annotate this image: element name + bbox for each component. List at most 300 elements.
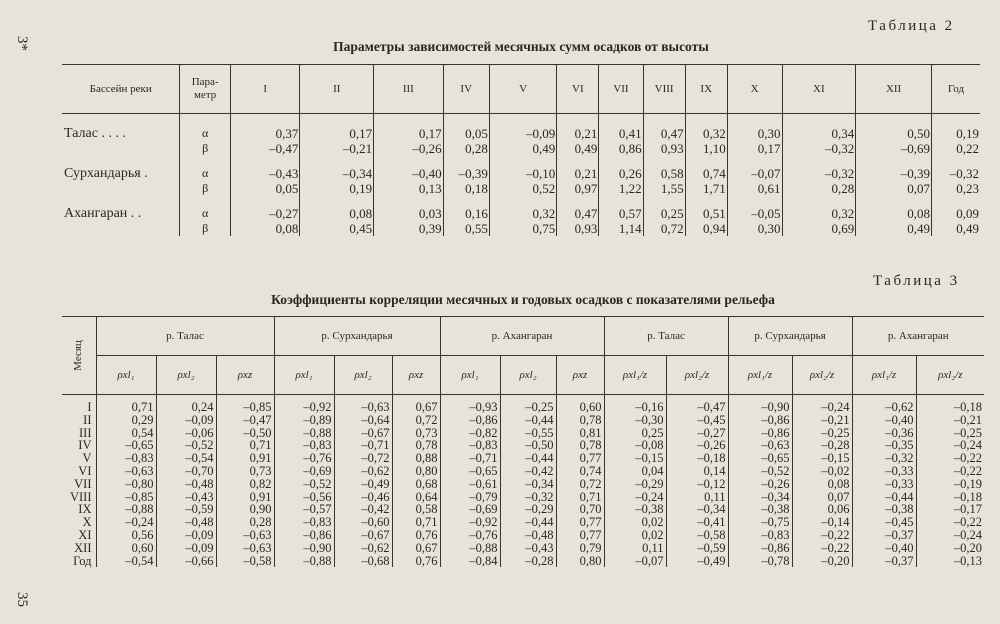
table2-value-cell: 0,21 (557, 166, 599, 181)
table3-value-cell: –0,83 (274, 516, 334, 529)
table3-value-cell: –0,63 (216, 542, 274, 555)
table3-value-cell: 0,67 (392, 395, 440, 414)
table2-value-cell: –0,32 (782, 166, 856, 181)
table2-spacer-cell (643, 156, 685, 166)
table2-spacer-cell (230, 156, 299, 166)
table3-value-cell: 0,29 (96, 414, 156, 427)
table3-value-cell: –0,25 (500, 395, 556, 414)
table3-value-cell: –0,25 (792, 427, 852, 440)
table2-value-cell: –0,10 (489, 166, 556, 181)
month-name: XII (74, 540, 92, 555)
table3-value-cell: –0,49 (666, 555, 728, 568)
table3-value-cell: –0,22 (792, 529, 852, 542)
table3-value-cell: –0,15 (792, 452, 852, 465)
table2-spacer-cell (643, 196, 685, 206)
table2-value-cell: 0,86 (599, 141, 643, 156)
table2-spacer-cell (180, 156, 231, 166)
table2-spacer-cell (374, 156, 443, 166)
table2-value-cell: 0,13 (374, 181, 443, 196)
table2-value-cell: 0,93 (557, 221, 599, 236)
table3-value-cell: –0,88 (274, 427, 334, 440)
table2-value-cell: 0,69 (782, 221, 856, 236)
table3-sub-header: ρxl₂ (500, 356, 556, 395)
table2-header-cell: V (489, 65, 556, 114)
table2-spacer-cell (856, 156, 932, 166)
table2-value-cell: 0,03 (374, 206, 443, 221)
table2-header-cell: VII (599, 65, 643, 114)
table3-value-cell: 0,76 (392, 529, 440, 542)
table2-value-cell: –0,26 (374, 141, 443, 156)
table3-group-header: р. Сурхандарья (274, 317, 440, 356)
table2-spacer-cell (557, 114, 599, 127)
table3-value-cell: –0,54 (156, 452, 216, 465)
table3-value-cell: –0,34 (666, 503, 728, 516)
table3-value-cell: –0,63 (728, 439, 792, 452)
table3-value-cell: –0,07 (604, 555, 666, 568)
table2-value-cell: 0,08 (230, 221, 299, 236)
table2-value-cell: 0,49 (856, 221, 932, 236)
table2-row (62, 166, 980, 181)
table3-sub-header: ρxl₁/z (852, 356, 916, 395)
table3-value-cell: 0,08 (792, 478, 852, 491)
table3-value-cell: 0,91 (216, 491, 274, 504)
table2-spacer-cell (856, 114, 932, 127)
table2-value-cell: –0,69 (856, 141, 932, 156)
table2-value-cell: 0,49 (557, 141, 599, 156)
table3-value-cell: –0,20 (916, 542, 984, 555)
table3-value-cell: –0,24 (916, 439, 984, 452)
table2-value-cell: 0,17 (374, 126, 443, 141)
table3-value-cell: –0,55 (500, 427, 556, 440)
table3-value-cell: –0,64 (334, 414, 392, 427)
table3-value-cell: –0,63 (334, 395, 392, 414)
table3-value-cell: –0,06 (156, 427, 216, 440)
table3-row (62, 414, 984, 427)
table2-spacer-cell (62, 156, 180, 166)
table3-value-cell: –0,48 (500, 529, 556, 542)
table2-value-cell: 1,71 (685, 181, 727, 196)
table3-value-cell: –0,42 (334, 503, 392, 516)
table3-value-cell: –0,32 (852, 452, 916, 465)
table3-value-cell: 0,82 (216, 478, 274, 491)
table3-group-header-row (62, 317, 984, 356)
table2-value-cell: –0,40 (374, 166, 443, 181)
table3-value-cell: –0,44 (852, 491, 916, 504)
table3-value-cell: 0,72 (392, 414, 440, 427)
table3-value-cell: 0,07 (792, 491, 852, 504)
table2-value-cell: 0,22 (932, 141, 981, 156)
table3-value-cell: –0,80 (96, 478, 156, 491)
table3-value-cell: –0,44 (500, 452, 556, 465)
table3-value-cell: –0,36 (852, 427, 916, 440)
table3-value-cell: 0,80 (392, 465, 440, 478)
table3-value-cell: –0,29 (500, 503, 556, 516)
table3-value-cell: –0,46 (334, 491, 392, 504)
table2-header-cell: XI (782, 65, 856, 114)
table2-value-cell: 0,18 (443, 181, 489, 196)
table2-title: Параметры зависимостей месячных сумм осадков от высоты (333, 39, 709, 54)
table3-value-cell: 0,74 (556, 465, 604, 478)
table3-value-cell: –0,40 (852, 414, 916, 427)
table3-value-cell: –0,60 (334, 516, 392, 529)
table3-value-cell: –0,16 (604, 395, 666, 414)
param-symbol: β (180, 141, 231, 156)
table2-spacer-cell (643, 114, 685, 127)
table3-value-cell: 0,58 (392, 503, 440, 516)
table2-value-cell: 0,94 (685, 221, 727, 236)
table3-value-cell: –0,93 (440, 395, 500, 414)
table3-value-cell: 0,02 (604, 516, 666, 529)
table3-value-cell: –0,22 (916, 452, 984, 465)
table3-value-cell: –0,61 (440, 478, 500, 491)
table3-value-cell: –0,62 (852, 395, 916, 414)
table2-spacer-cell (727, 156, 782, 166)
month-name: XI (78, 527, 92, 542)
table3-value-cell: –0,32 (500, 491, 556, 504)
table2-spacer-cell (856, 196, 932, 206)
table2 (62, 64, 980, 236)
table3-value-cell: 0,91 (216, 452, 274, 465)
table3-value-cell: 0,28 (216, 516, 274, 529)
table2-row (62, 181, 980, 196)
param-symbol: α (180, 126, 231, 141)
param-symbol: α (180, 206, 231, 221)
table2-spacer-cell (557, 196, 599, 206)
table2-value-cell: 0,26 (599, 166, 643, 181)
month-name: V (82, 451, 92, 466)
table2-value-cell: 0,49 (489, 141, 556, 156)
table2-value-cell: 1,22 (599, 181, 643, 196)
param-symbol: β (180, 221, 231, 236)
table2-value-cell: 0,30 (727, 126, 782, 141)
table3-value-cell: 0,80 (556, 555, 604, 568)
table3-value-cell: –0,43 (156, 491, 216, 504)
table3-value-cell: –0,67 (334, 427, 392, 440)
table3-value-cell: –0,25 (916, 427, 984, 440)
table2-spacer-cell (782, 114, 856, 127)
table2-value-cell: 0,28 (782, 181, 856, 196)
table3-value-cell: –0,62 (334, 542, 392, 555)
table3-sub-header: ρxl₂/z (916, 356, 984, 395)
param-symbol: α (180, 166, 231, 181)
table2-spacer-cell (727, 196, 782, 206)
table3-value-cell: –0,78 (728, 555, 792, 568)
table2-value-cell: 0,17 (727, 141, 782, 156)
table3-value-cell: –0,14 (792, 516, 852, 529)
table3-group-header: р. Ахангаран (852, 317, 984, 356)
table3-value-cell: 0,11 (666, 491, 728, 504)
table3-value-cell: –0,90 (728, 395, 792, 414)
table3-value-cell: –0,09 (156, 414, 216, 427)
table2-spacer-cell (489, 196, 556, 206)
table3-value-cell: –0,34 (728, 491, 792, 504)
table3-value-cell: 0,73 (216, 465, 274, 478)
table2-spacer-cell (180, 114, 231, 127)
table2-value-cell: 0,08 (300, 206, 374, 221)
table3-value-cell: –0,71 (334, 439, 392, 452)
table3-value-cell: –0,24 (916, 529, 984, 542)
table3-value-cell: 0,77 (556, 516, 604, 529)
table3-value-cell: 0,56 (96, 529, 156, 542)
table3-value-cell: –0,22 (916, 516, 984, 529)
table3-value-cell: –0,69 (440, 503, 500, 516)
table3-value-cell: –0,92 (274, 395, 334, 414)
basin-name (62, 141, 180, 156)
table2-value-cell: 0,45 (300, 221, 374, 236)
table3-value-cell: –0,83 (96, 452, 156, 465)
table2-value-cell: 0,09 (932, 206, 981, 221)
table3-value-cell: –0,75 (728, 516, 792, 529)
table2-spacer-cell (374, 114, 443, 127)
table3-value-cell: –0,86 (440, 414, 500, 427)
table3-value-cell: 0,71 (96, 395, 156, 414)
table2-spacer-cell (932, 114, 981, 127)
table2-value-cell: 0,50 (856, 126, 932, 141)
table3-value-cell: –0,52 (728, 465, 792, 478)
table3-value-cell: 0,24 (156, 395, 216, 414)
table3-value-cell: 0,72 (556, 478, 604, 491)
table3-value-cell: –0,85 (216, 395, 274, 414)
table3-value-cell: –0,50 (500, 439, 556, 452)
table3-value-cell: –0,71 (440, 452, 500, 465)
table3-value-cell: –0,26 (666, 439, 728, 452)
table2-value-cell: –0,32 (782, 141, 856, 156)
table2-value-cell: 0,93 (643, 141, 685, 156)
month-name: VI (78, 463, 92, 478)
table3-value-cell: –0,28 (500, 555, 556, 568)
table3-value-cell: –0,76 (440, 529, 500, 542)
table3-value-cell: 0,02 (604, 529, 666, 542)
table3-value-cell: 0,06 (792, 503, 852, 516)
table2-row (62, 126, 980, 141)
table3-row (62, 465, 984, 478)
table3-value-cell: –0,83 (274, 439, 334, 452)
table2-header-cell: II (300, 65, 374, 114)
table2-value-cell: –0,32 (932, 166, 981, 181)
table3-value-cell: –0,88 (440, 542, 500, 555)
table2-value-cell: 0,61 (727, 181, 782, 196)
table2-spacer-cell (599, 114, 643, 127)
table2-spacer-cell (230, 114, 299, 127)
table3-value-cell: –0,86 (728, 427, 792, 440)
table3-value-cell: –0,33 (852, 465, 916, 478)
table3-value-cell: –0,68 (334, 555, 392, 568)
table3-value-cell: –0,44 (500, 414, 556, 427)
table2-value-cell: 0,74 (685, 166, 727, 181)
table3-row (62, 529, 984, 542)
table3-value-cell: –0,57 (274, 503, 334, 516)
table2-spacer-cell (443, 114, 489, 127)
month-name: I (87, 400, 92, 414)
table2-value-cell: –0,27 (230, 206, 299, 221)
table3-sub-header: ρxl₂/z (666, 356, 728, 395)
table3-value-cell: –0,54 (96, 555, 156, 568)
table2-value-cell: 0,52 (489, 181, 556, 196)
table2-value-cell: 0,07 (856, 181, 932, 196)
table3-value-cell: –0,18 (916, 491, 984, 504)
table3-sub-header: ρxl₂ (334, 356, 392, 395)
table3-sub-header: ρxl₁ (96, 356, 156, 395)
table3-value-cell: 0,78 (392, 439, 440, 452)
table3-value-cell: 0,73 (392, 427, 440, 440)
table2-value-cell: 0,47 (557, 206, 599, 221)
table3-value-cell: –0,22 (792, 542, 852, 555)
table3-value-cell: –0,33 (852, 478, 916, 491)
table3-sub-header: ρxz (556, 356, 604, 395)
table3-value-cell: 0,54 (96, 427, 156, 440)
table3-value-cell: –0,88 (274, 555, 334, 568)
table3-sub-header-row (62, 356, 984, 395)
table3-group-header: р. Талас (604, 317, 728, 356)
table3-value-cell: –0,86 (728, 414, 792, 427)
table3-title: Коэффициенты корреляции месячных и годовых осадков с показателями рельефа (271, 292, 775, 307)
table2-header-cell: Год (932, 65, 981, 114)
table2-header-cell: III (374, 65, 443, 114)
table2-value-cell: 0,57 (599, 206, 643, 221)
table3-value-cell: –0,59 (156, 503, 216, 516)
table2-spacer-cell (932, 196, 981, 206)
table3-value-cell: –0,52 (274, 478, 334, 491)
table3-value-cell: –0,19 (916, 478, 984, 491)
table2-spacer-cell (443, 156, 489, 166)
month-name: VIII (69, 489, 92, 504)
table2-value-cell: 0,19 (300, 181, 374, 196)
table3-value-cell: 0,25 (604, 427, 666, 440)
table2-value-cell: 0,32 (685, 126, 727, 141)
table3-value-cell: –0,58 (666, 529, 728, 542)
table3-value-cell: 0,90 (216, 503, 274, 516)
table3-value-cell: –0,37 (852, 555, 916, 568)
table3-sub-header: ρxl₁/z (728, 356, 792, 395)
table2-value-cell: –0,09 (489, 126, 556, 141)
table2-value-cell: 0,25 (643, 206, 685, 221)
table3-sub-header: ρxz (216, 356, 274, 395)
month-name: III (79, 425, 92, 440)
table2-value-cell: –0,05 (727, 206, 782, 221)
table3-value-cell: –0,30 (604, 414, 666, 427)
table3-value-cell: –0,83 (440, 439, 500, 452)
table3-value-cell: –0,21 (792, 414, 852, 427)
table2-header-cell: IX (685, 65, 727, 114)
table2-spacer-cell (62, 114, 180, 127)
table3-value-cell: –0,22 (916, 465, 984, 478)
table2-spacer-cell (782, 196, 856, 206)
table3-value-cell: 0,11 (604, 542, 666, 555)
table2-value-cell: –0,47 (230, 141, 299, 156)
table3-value-cell: 0,60 (96, 542, 156, 555)
table2-value-cell: 0,08 (856, 206, 932, 221)
table2-value-cell: 0,39 (374, 221, 443, 236)
table3-value-cell: –0,92 (440, 516, 500, 529)
table2-header-cell: VI (557, 65, 599, 114)
table3-row (62, 542, 984, 555)
table2-spacer-cell (557, 156, 599, 166)
table3-value-cell: –0,52 (156, 439, 216, 452)
table2-value-cell: –0,34 (300, 166, 374, 181)
table2-spacer-cell (300, 156, 374, 166)
table2-value-cell: 0,58 (643, 166, 685, 181)
table2-spacer-cell (300, 114, 374, 127)
table3-value-cell: –0,28 (792, 439, 852, 452)
table2-value-cell: 0,51 (685, 206, 727, 221)
table3-value-cell: –0,70 (156, 465, 216, 478)
table2-value-cell: –0,07 (727, 166, 782, 181)
table2-row (62, 206, 980, 221)
table3-value-cell: –0,29 (604, 478, 666, 491)
table3-value-cell: –0,21 (916, 414, 984, 427)
table2-spacer-cell (685, 114, 727, 127)
table2-value-cell: 1,14 (599, 221, 643, 236)
table2-value-cell: 0,05 (230, 181, 299, 196)
table3-value-cell: –0,24 (792, 395, 852, 414)
table2-value-cell: 0,97 (557, 181, 599, 196)
table3-sub-header: ρxz (392, 356, 440, 395)
table3-value-cell: –0,13 (916, 555, 984, 568)
table3-value-cell: –0,65 (96, 439, 156, 452)
month-name: IV (78, 438, 92, 453)
table3-value-cell: –0,17 (916, 503, 984, 516)
table2-header-cell: IV (443, 65, 489, 114)
table3-value-cell: 0,71 (392, 516, 440, 529)
table3-group-header: р. Ахангаран (440, 317, 604, 356)
table3-value-cell: –0,50 (216, 427, 274, 440)
table2-value-cell: 0,55 (443, 221, 489, 236)
table2-value-cell: 0,75 (489, 221, 556, 236)
table3-value-cell: –0,88 (96, 503, 156, 516)
table3-value-cell: –0,44 (500, 516, 556, 529)
table3-value-cell: –0,27 (666, 427, 728, 440)
table3-value-cell: –0,85 (96, 491, 156, 504)
table3-value-cell: –0,59 (666, 542, 728, 555)
table2-value-cell: 0,49 (932, 221, 981, 236)
table3-value-cell: –0,66 (156, 555, 216, 568)
table3-value-cell: –0,08 (604, 439, 666, 452)
table3-value-cell: 0,71 (216, 439, 274, 452)
table3-value-cell: –0,48 (156, 478, 216, 491)
table3-value-cell: –0,42 (500, 465, 556, 478)
table2-spacer-row (62, 156, 980, 166)
table3-value-cell: –0,20 (792, 555, 852, 568)
table2-value-cell: 1,55 (643, 181, 685, 196)
table3-value-cell: –0,63 (96, 465, 156, 478)
table3-value-cell: 0,79 (556, 542, 604, 555)
table3-value-cell: –0,82 (440, 427, 500, 440)
table3-value-cell: –0,69 (274, 465, 334, 478)
table3-sub-header: ρxl₁/z (604, 356, 666, 395)
table2-header-cell: XII (856, 65, 932, 114)
table2-spacer-cell (599, 196, 643, 206)
table3-value-cell: –0,83 (728, 529, 792, 542)
table3-value-cell: –0,90 (274, 542, 334, 555)
page-number: 35 (14, 592, 30, 607)
table2-value-cell: 0,47 (643, 126, 685, 141)
table3-value-cell: 0,71 (556, 491, 604, 504)
table3-value-cell: –0,72 (334, 452, 392, 465)
table2-spacer-cell (62, 196, 180, 206)
table2-spacer-row (62, 114, 980, 127)
table2-value-cell: 0,32 (489, 206, 556, 221)
table3-value-cell: 0,77 (556, 529, 604, 542)
table2-spacer-cell (443, 196, 489, 206)
table3-value-cell: –0,43 (500, 542, 556, 555)
table2-header-cell: X (727, 65, 782, 114)
month-name: X (82, 515, 92, 530)
table3-value-cell: 0,76 (392, 555, 440, 568)
month-name: VII (74, 476, 92, 491)
table3-value-cell: 0,81 (556, 427, 604, 440)
month-header (62, 317, 96, 395)
table2-value-cell: 0,41 (599, 126, 643, 141)
